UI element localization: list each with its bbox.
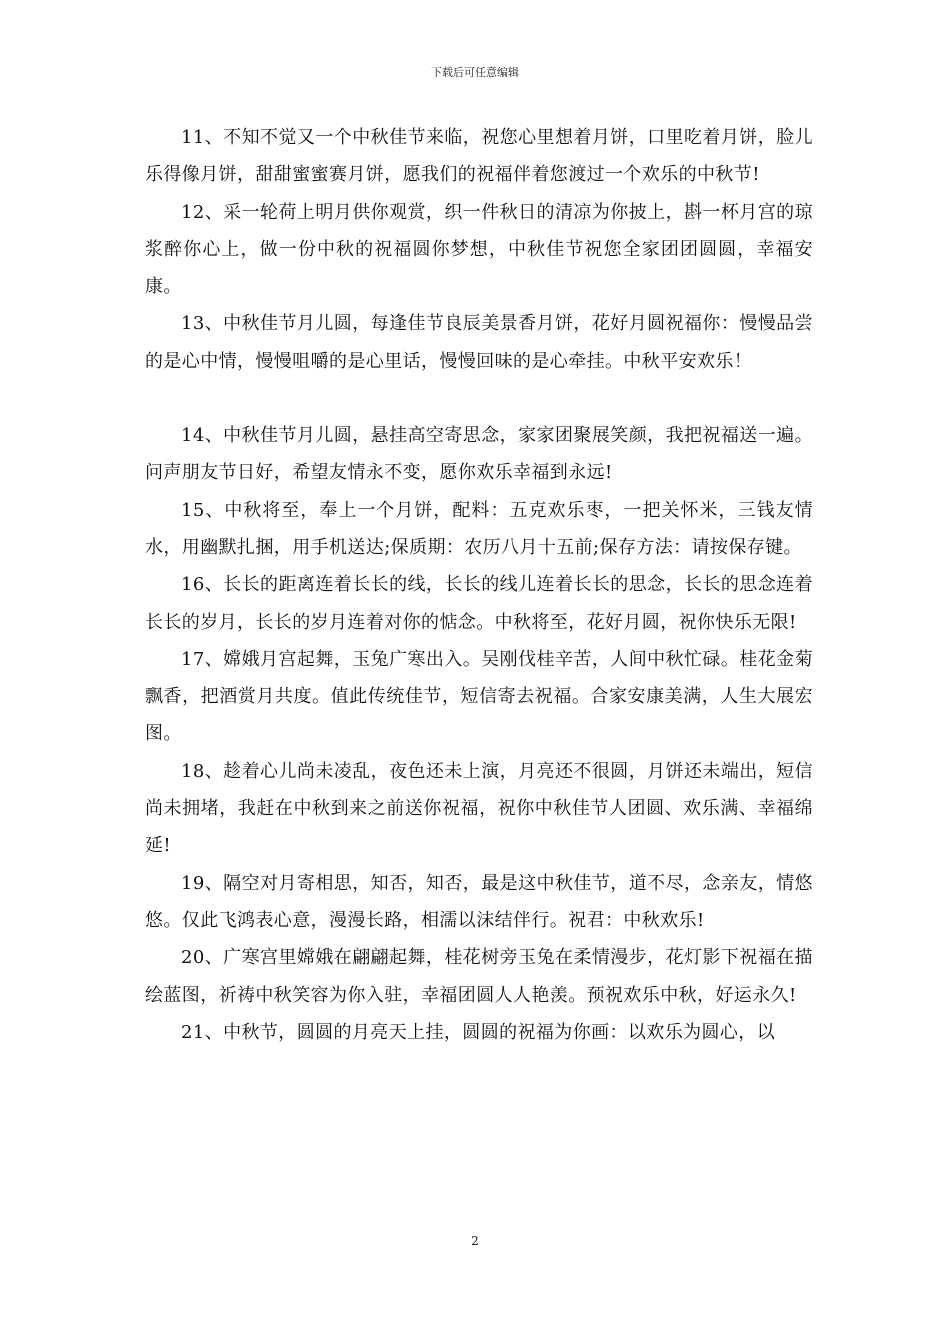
paragraph-11: 11、不知不觉又一个中秋佳节来临，祝您心里想着月饼，口里吃着月饼，脸儿乐得像月饼，甜甜蜜蜜赛月饼，愿我们的祝福伴着您渡过一个欢乐的中秋节! xyxy=(145,127,813,186)
paragraph-12: 12、采一轮荷上明月供你观赏，织一件秋日的清凉为你披上，斟一杯月宫的琼浆醉你心上，做一份中秋的祝福圆你梦想，中秋佳节祝您全家团团圆圆，幸福安康。 xyxy=(145,201,813,298)
paragraph-14: 14、中秋佳节月儿圆，悬挂高空寄思念，家家团聚展笑颜，我把祝福送一遍。问声朋友节日好，希望友情永不变，愿你欢乐幸福到永远! xyxy=(145,425,813,484)
document-body xyxy=(145,119,813,1051)
paragraph-18: 18、趁着心儿尚未凌乱，夜色还未上演，月亮还不很圆，月饼还未端出，短信尚未拥堵，我赶在中秋到来之前送你祝福，祝你中秋佳节人团圆、欢乐满、幸福绵延! xyxy=(145,760,813,857)
paragraph-19: 19、隔空对月寄相思，知否，知否，最是这中秋佳节，道不尽，念亲友，情悠悠。仅此飞鸿表心意，漫漫长路，相濡以沫结伴行。祝君：中秋欢乐! xyxy=(145,872,813,931)
paragraph-13: 13、中秋佳节月儿圆，每逢佳节良辰美景香月饼，花好月圆祝福你：慢慢品尝的是心中情，慢慢咀嚼的是心里话，慢慢回味的是心牵挂。中秋平安欢乐！ xyxy=(145,313,813,372)
paragraph-16: 16、长长的距离连着长长的线，长长的线儿连着长长的思念，长长的思念连着长长的岁月，长长的岁月连着对你的惦念。中秋将至，花好月圆，祝你快乐无限! xyxy=(145,574,813,633)
paragraph-15: 15、中秋将至，奉上一个月饼，配料：五克欢乐枣，一把关怀米，三钱友情水，用幽默扎捆，用手机送达;保质期：农历八月十五前;保存方法：请按保存键。 xyxy=(145,499,813,558)
page-number: 2 xyxy=(471,1234,479,1248)
paragraph-17: 17、嫦娥月宫起舞，玉兔广寒出入。吴刚伐桂辛苦，人间中秋忙碌。桂花金菊飘香，把酒赏月共度。值此传统佳节，短信寄去祝福。合家安康美满，人生大展宏图。 xyxy=(145,648,813,745)
paragraph-21: 21、中秋节，圆圆的月亮天上挂，圆圆的祝福为你画：以欢乐为圆心，以 xyxy=(181,1021,776,1043)
page-header: 下载后可任意编辑 xyxy=(431,66,519,79)
paragraph-20: 20、广寒宫里嫦娥在翩翩起舞，桂花树旁玉兔在柔情漫步，花灯影下祝福在描绘蓝图，祈祷中秋笑容为你入驻，幸福团圆人人艳羡。预祝欢乐中秋，好运永久! xyxy=(145,947,813,1006)
